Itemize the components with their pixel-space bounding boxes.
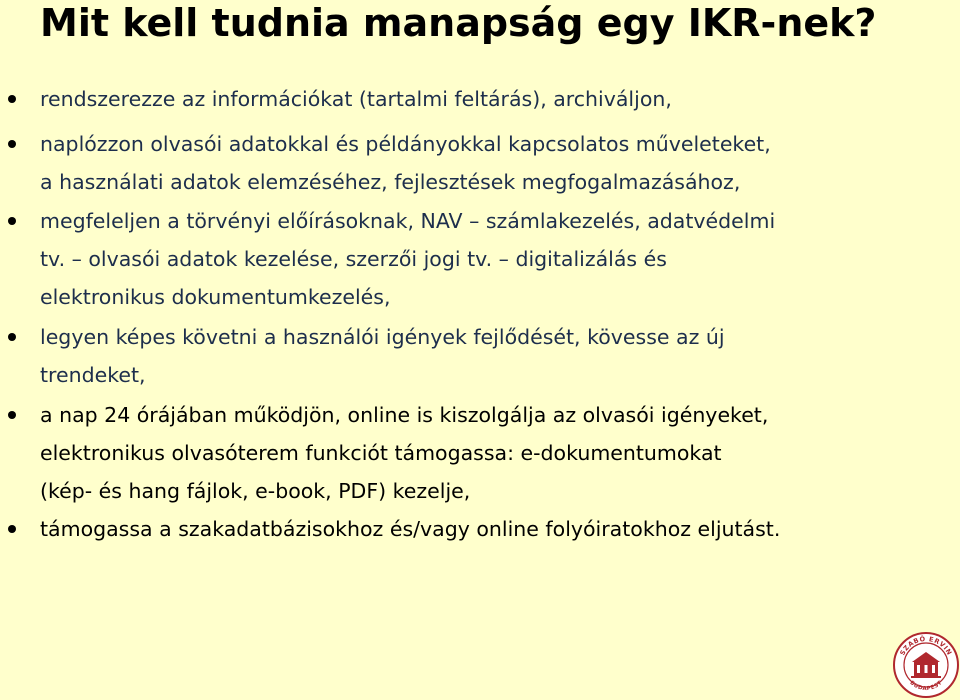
bullet-text	[40, 318, 945, 394]
bullet-line: a nap 24 órájában működjön, online is kiszolgálja az olvasói igényeket,	[40, 403, 769, 427]
bullet-dot-icon	[8, 95, 16, 103]
bullet-line: rendszerezze az információkat (tartalmi feltárás), archiváljon,	[40, 87, 672, 111]
bullet-dot-icon	[8, 333, 16, 341]
bullet-line: elektronikus dokumentumkezelés,	[40, 285, 391, 309]
bullet-line: legyen képes követni a használói igények fejlődését, kövesse az új	[40, 325, 725, 349]
bullet-line: megfeleljen a törvényi előírásoknak, NAV – számlakezelés, adatvédelmi	[40, 209, 776, 233]
bullet-dot-icon	[8, 525, 16, 533]
library-seal-icon	[893, 632, 959, 698]
svg-text:BUDAPEST: BUDAPEST	[908, 679, 944, 693]
svg-text:SZABÓ ERVIN: SZABÓ ERVIN	[898, 634, 954, 657]
bullet-text	[40, 125, 945, 201]
bullet-text	[40, 396, 945, 510]
bullet-line: naplózzon olvasói adatokkal és példányokkal kapcsolatos műveleteket,	[40, 132, 771, 156]
bullet-line: támogassa a szakadatbázisokhoz és/vagy online folyóiratokhoz eljutást.	[40, 517, 781, 541]
bullet-line: a használati adatok elemzéséhez, fejlesztések megfogalmazásához,	[40, 170, 741, 194]
bullet-dot-icon	[8, 140, 16, 148]
bullet-dot-icon	[8, 411, 16, 419]
bullet-text	[40, 510, 945, 548]
bullet-dot-icon	[8, 217, 16, 225]
bullet-line: (kép- és hang fájlok, e-book, PDF) kezelje,	[40, 479, 471, 503]
slide-title: Mit kell tudnia manapság egy IKR-nek?	[40, 1, 877, 45]
bullet-line: tv. – olvasói adatok kezelése, szerzői jogi tv. – digitalizálás és	[40, 247, 667, 271]
bullet-text	[40, 202, 945, 316]
bullet-text	[40, 80, 945, 118]
bullet-line: elektronikus olvasóterem funkciót támogassa: e-dokumentumokat	[40, 441, 722, 465]
bullet-line: trendeket,	[40, 363, 146, 387]
